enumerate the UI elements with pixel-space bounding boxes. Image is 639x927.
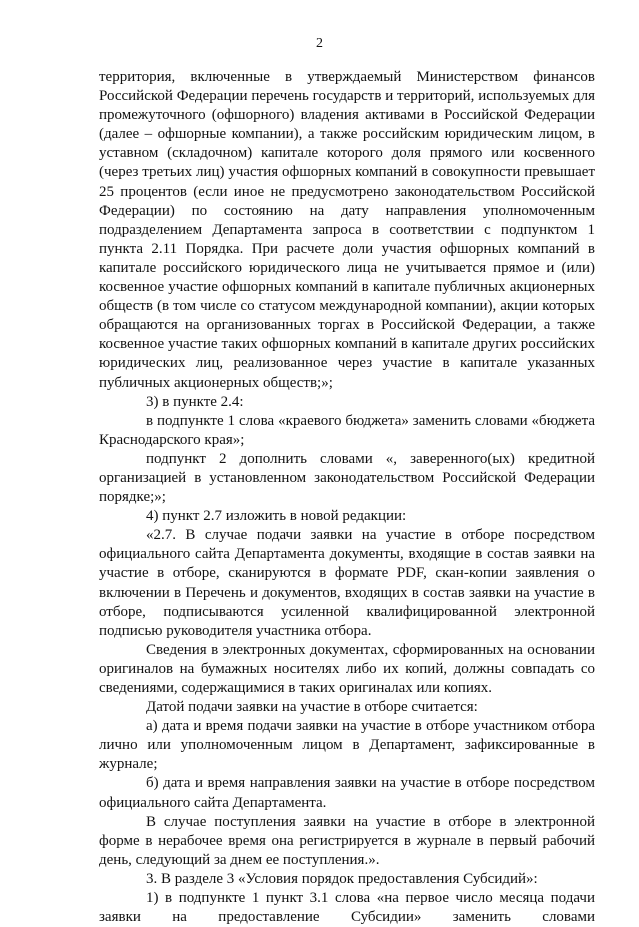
paragraph-subitem-1: в подпункте 1 слова «краевого бюджета» заменить словами «бюджета Краснодарского края»; <box>99 412 595 448</box>
paragraph-electronic-docs: Сведения в электронных документах, сформированных на основании оригиналов на бумажных носителях либо их копий, должны совпадать со сведениями, содержащимися в таких оригиналах или копиях. <box>99 641 595 696</box>
paragraph-option-a: а) дата и время подачи заявки на участие в отборе участником отбора лично или уполномоченным лицом в Департамент, зафиксированные в журнале; <box>99 718 595 773</box>
paragraph-option-b: б) дата и время направления заявки на участие в отборе посредством официального сайта Департамента. <box>99 775 595 811</box>
page-number: 2 <box>316 36 323 51</box>
paragraph-offshore-definition: территория, включенные в утверждаемый Министерством финансов Российской Федерации перечень государств и территорий, используемых для промежуточного (офшорного) владения активами в Российской Федерации (далее – офшорные компании), а также российским юридическим лицом, в уставном (складочном) капитале которого доля прямого или косвенного (через третьих лиц) участия офшорных компаний в совокупности превышает 25 процентов (если иное не предусмотрено законодательством Российской Федерации) по состоянию на дату направления уполномоченным подразделением Департамента запроса в соответствии с подпунктом 1 пункта 2.11 Порядка. При расчете доли участия офшорных компаний в капитале российского юридического лица не учитывается прямое и (или) косвенное участие офшорных компаний в капитале публичных акционерных обществ (в том числе со статусом международной компании), акции которых обращаются на организованных торгах в Российской Федерации, а также косвенное участие таких офшорных компаний в капитале других российских юридических лиц, реализованное через участие в капитале указанных публичных акционерных обществ;»; <box>99 69 595 391</box>
paragraph-item-3: 3) в пункте 2.4: <box>146 393 244 410</box>
paragraph-subitem-2: подпункт 2 дополнить словами «, заверенного(ых) кредитной организацией в установленном законодательством Российской Федерации порядке;»; <box>99 450 595 506</box>
paragraph-non-working-time: В случае поступления заявки на участие в отборе в электронной форме в нерабочее время она регистрируется в журнале в первый рабочий день, следующий за днем ее поступления.». <box>99 813 595 868</box>
paragraph-section-3: 3. В разделе 3 «Условия порядок предоставления Субсидий»: <box>146 870 538 887</box>
paragraph-subitem-3-1: 1) в подпункте 1 пункт 3.1 слова «на первое число месяца подачи заявки на предоставление Субсидии» заменить словами <box>99 890 595 926</box>
paragraph-2-7: «2.7. В случае подачи заявки на участие в отборе посредством официального сайта Департамента документы, входящие в состав заявки на участие в отборе, сканируются в формате PDF, скан-копии заявления о включении в Перечень и документов, входящих в состав заявки на участие в отборе, подписываются усиленной квалифицированной электронной подписью руководителя участника отбора. <box>99 527 595 639</box>
paragraph-item-4: 4) пункт 2.7 изложить в новой редакции: <box>146 508 407 525</box>
document-body <box>99 68 595 927</box>
paragraph-submission-date: Датой подачи заявки на участие в отборе считается: <box>146 699 478 716</box>
